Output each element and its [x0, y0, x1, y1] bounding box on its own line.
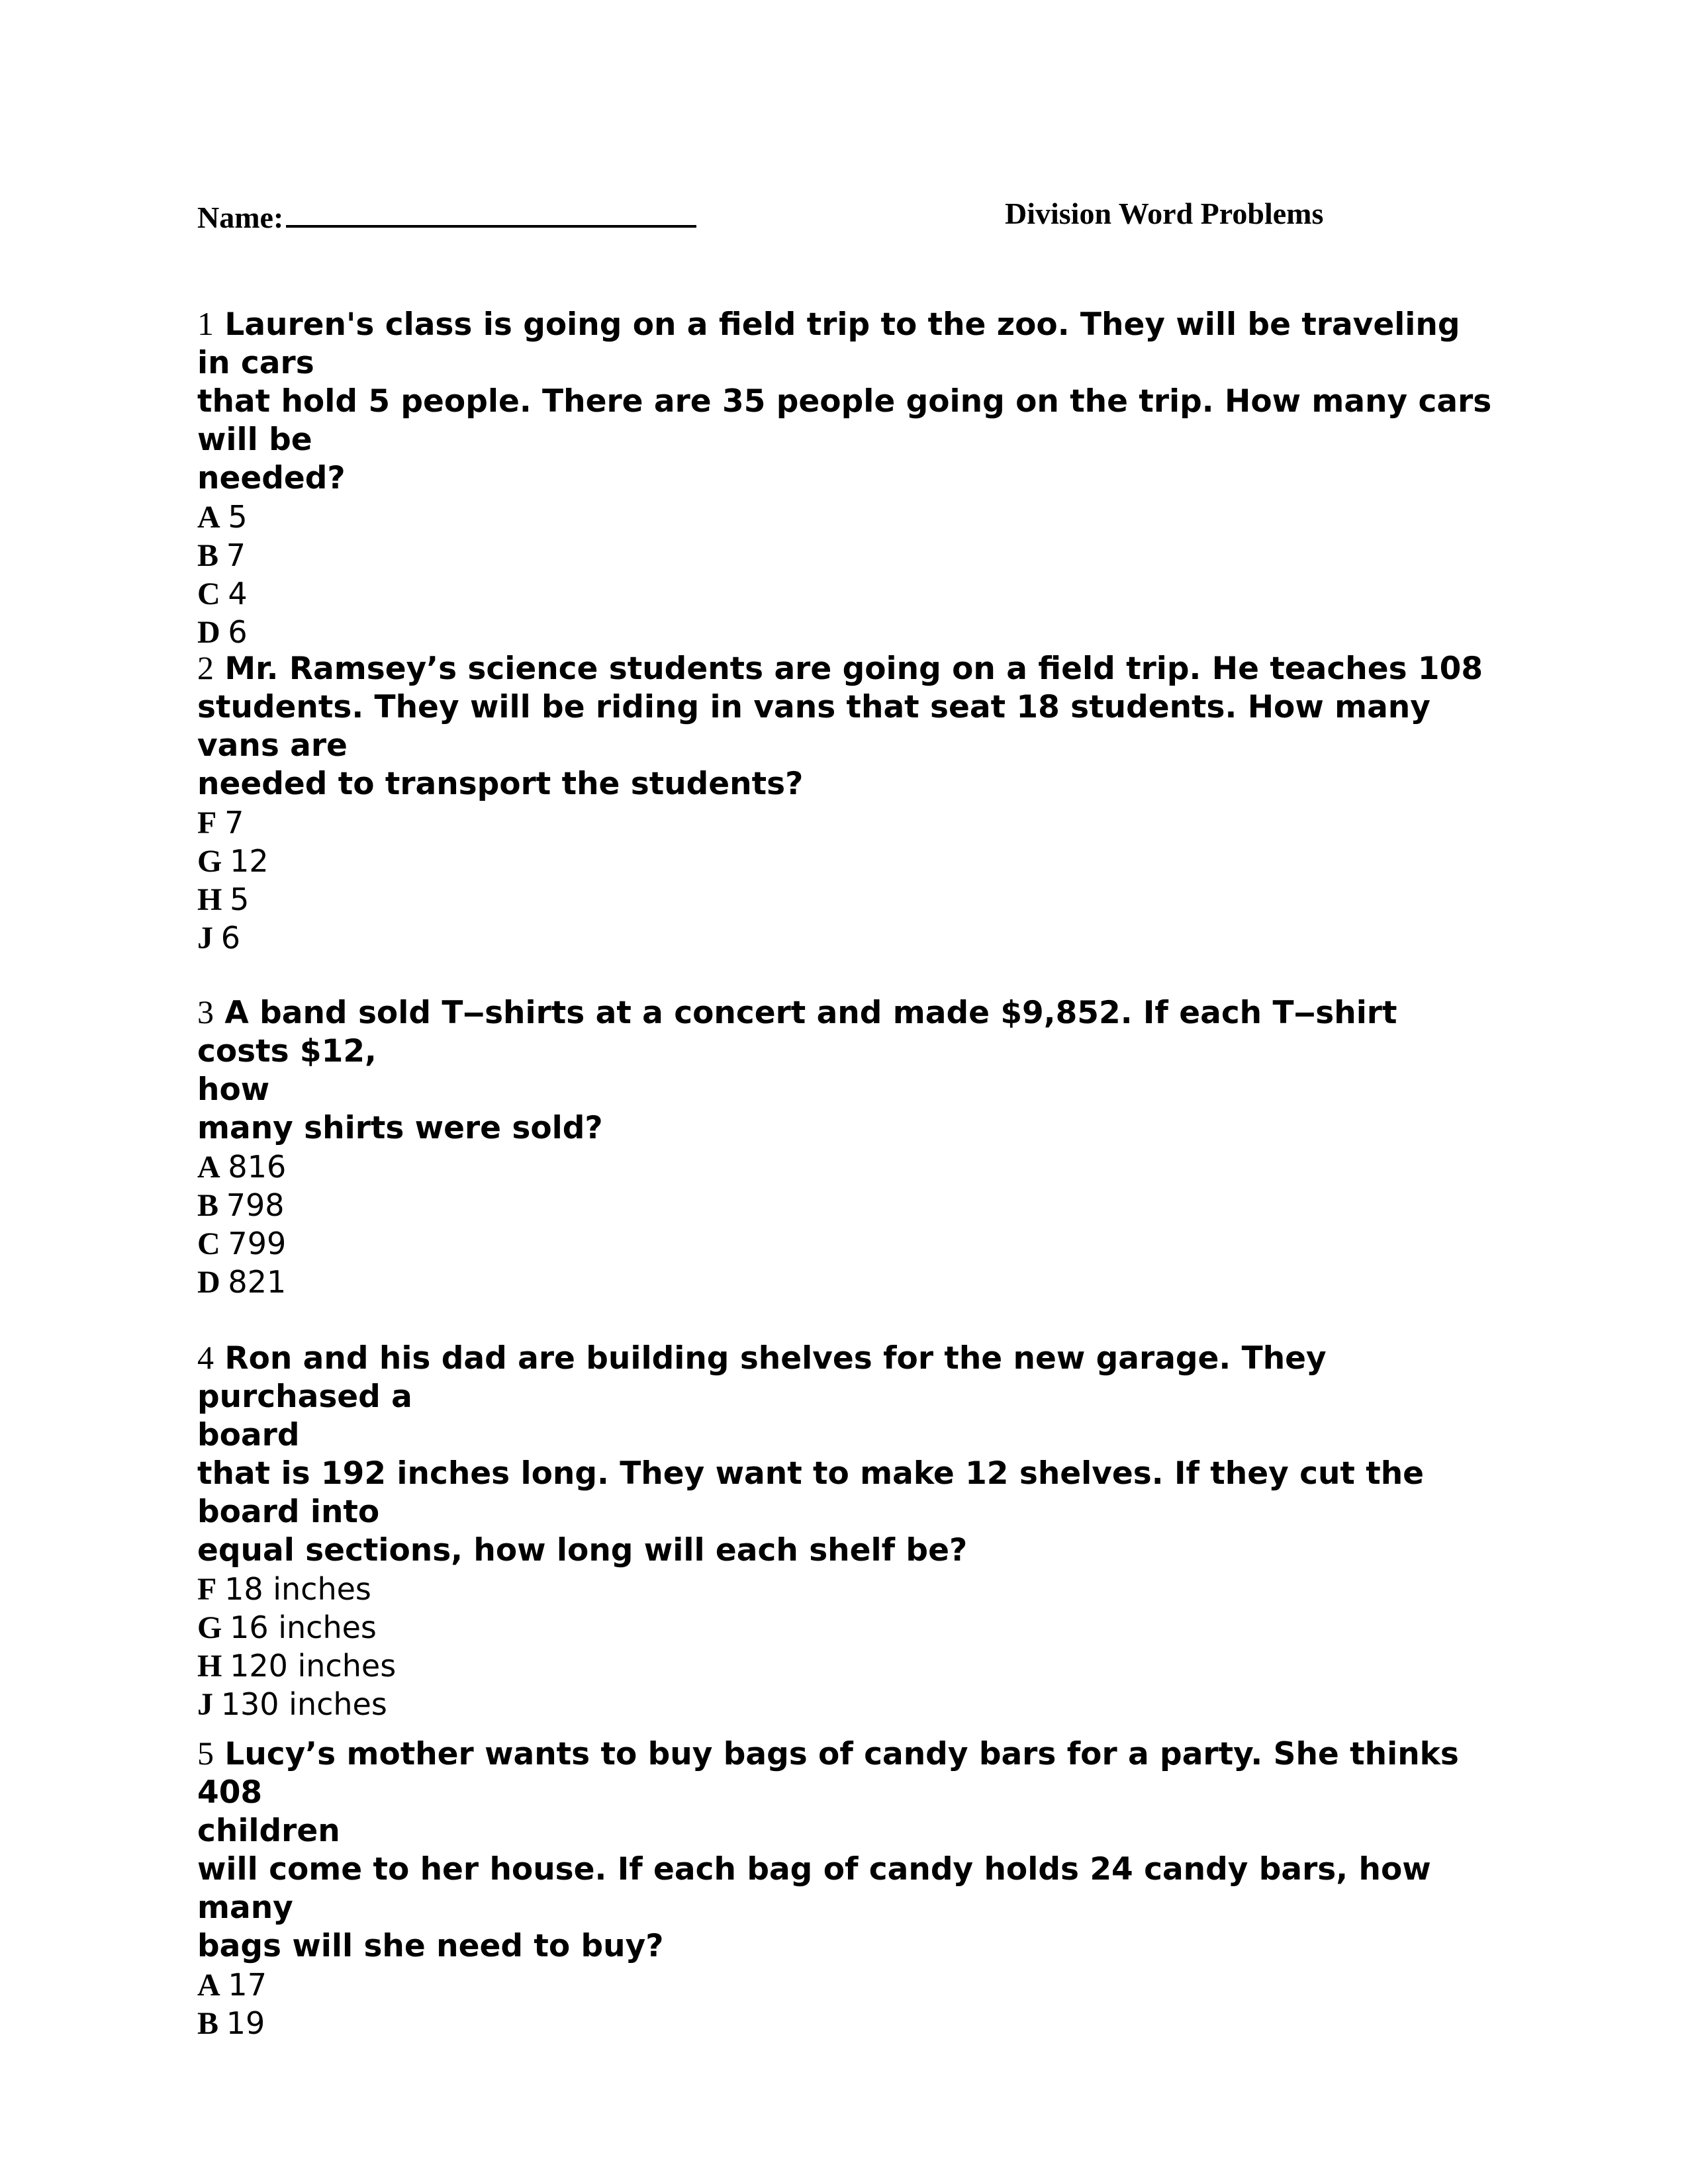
answer-choices — [197, 1148, 1495, 1301]
answer-choice — [197, 613, 1495, 651]
question-line: needed to transport the students? — [197, 766, 804, 802]
answer-choice — [197, 1570, 1495, 1608]
choice-letter: D — [197, 615, 220, 650]
choice-value: 18 inches — [224, 1571, 371, 1607]
answer-choice — [197, 880, 1495, 919]
question-line: Lucy’s mother wants to buy bags of candy bars for a party. She thinks 408 — [197, 1736, 1459, 1811]
question-line: children — [197, 1813, 340, 1849]
question-3 — [197, 993, 1495, 1301]
name-field — [197, 196, 696, 235]
choice-letter: F — [197, 805, 217, 841]
question-line: how — [197, 1071, 270, 1108]
question-line: Ron and his dad are building shelves for the new garage. They purchased a — [197, 1340, 1327, 1415]
answer-choice — [197, 1647, 1495, 1685]
choice-value: 7 — [224, 805, 244, 841]
question-text — [197, 1338, 1495, 1570]
choice-value: 816 — [228, 1149, 287, 1185]
question-1 — [197, 304, 1495, 651]
answer-choices — [197, 1966, 1495, 2042]
choice-value: 5 — [228, 499, 248, 535]
answer-choice — [197, 1186, 1495, 1224]
answer-choices — [197, 498, 1495, 651]
answer-choice — [197, 536, 1495, 574]
choice-value: 120 inches — [230, 1648, 397, 1684]
choice-letter: C — [197, 1226, 220, 1261]
choice-letter: C — [197, 576, 220, 612]
choice-value: 19 — [226, 2005, 265, 2041]
choice-value: 16 inches — [230, 1610, 377, 1645]
question-number: 2 — [197, 649, 214, 686]
name-blank-line — [286, 196, 696, 228]
choice-value: 6 — [220, 920, 241, 956]
answer-choice — [197, 1263, 1495, 1301]
worksheet-header — [197, 196, 1349, 242]
question-4 — [197, 1338, 1495, 1723]
answer-choices — [197, 1570, 1495, 1723]
choice-value: 6 — [228, 614, 248, 650]
choice-value: 821 — [228, 1264, 287, 1300]
choice-value: 798 — [226, 1187, 285, 1223]
question-line: board — [197, 1417, 300, 1453]
choice-value: 799 — [228, 1226, 287, 1261]
question-text — [197, 304, 1495, 498]
choice-letter: H — [197, 882, 222, 917]
question-line: needed? — [197, 460, 346, 496]
choice-letter: A — [197, 1150, 220, 1185]
question-line: that hold 5 people. There are 35 people going on the trip. How many cars will be — [197, 383, 1492, 458]
choice-letter: G — [197, 844, 222, 879]
question-line: students. They will be riding in vans that seat 18 students. How many vans are — [197, 689, 1430, 764]
answer-choice — [197, 1966, 1495, 2004]
question-line: will come to her house. If each bag of candy holds 24 candy bars, how many — [197, 1851, 1431, 1926]
choice-value: 4 — [228, 576, 248, 612]
choice-letter: B — [197, 1188, 219, 1223]
question-text — [197, 1734, 1495, 1966]
choice-value: 7 — [226, 537, 246, 573]
question-text — [197, 993, 1495, 1148]
question-line: Lauren's class is going on a field trip to the zoo. They will be traveling in cars — [197, 306, 1460, 381]
answer-choice — [197, 2004, 1495, 2042]
question-line: bags will she need to buy? — [197, 1928, 664, 1964]
answer-choice — [197, 842, 1495, 880]
choice-value: 17 — [228, 1967, 267, 2003]
question-2 — [197, 649, 1495, 957]
choice-letter: D — [197, 1265, 220, 1300]
answer-choice — [197, 1685, 1495, 1723]
question-number: 4 — [197, 1339, 214, 1376]
question-number: 1 — [197, 305, 214, 342]
choice-letter: A — [197, 1968, 220, 2003]
choice-letter: G — [197, 1610, 222, 1645]
answer-choice — [197, 574, 1495, 613]
name-label: Name: — [197, 201, 284, 234]
answer-choice — [197, 1224, 1495, 1263]
answer-choice — [197, 1608, 1495, 1647]
choice-letter: J — [197, 921, 213, 956]
question-text — [197, 649, 1495, 803]
question-number: 3 — [197, 993, 214, 1030]
choice-letter: J — [197, 1687, 213, 1722]
question-line: equal sections, how long will each shelf be? — [197, 1532, 968, 1569]
choice-value: 12 — [230, 843, 269, 879]
question-line: Mr. Ramsey’s science students are going on a field trip. He teaches 108 — [224, 651, 1483, 687]
answer-choice — [197, 498, 1495, 536]
question-number: 5 — [197, 1735, 214, 1772]
choice-value: 130 inches — [220, 1686, 387, 1722]
question-line: many shirts were sold? — [197, 1110, 603, 1146]
question-line: A band sold T‒shirts at a concert and made $9,852. If each T‒shirt costs $12, — [197, 995, 1397, 1069]
page-title: Division Word Problems — [1005, 197, 1324, 230]
answer-choice — [197, 803, 1495, 842]
choice-letter: B — [197, 538, 219, 573]
answer-choice — [197, 919, 1495, 957]
answer-choice — [197, 1148, 1495, 1186]
choice-value: 5 — [230, 882, 250, 917]
question-line: that is 192 inches long. They want to make 12 shelves. If they cut the board into — [197, 1455, 1425, 1530]
answer-choices — [197, 803, 1495, 957]
choice-letter: H — [197, 1649, 222, 1684]
question-5 — [197, 1734, 1495, 2042]
choice-letter: F — [197, 1572, 217, 1607]
choice-letter: B — [197, 2006, 219, 2041]
choice-letter: A — [197, 500, 220, 535]
